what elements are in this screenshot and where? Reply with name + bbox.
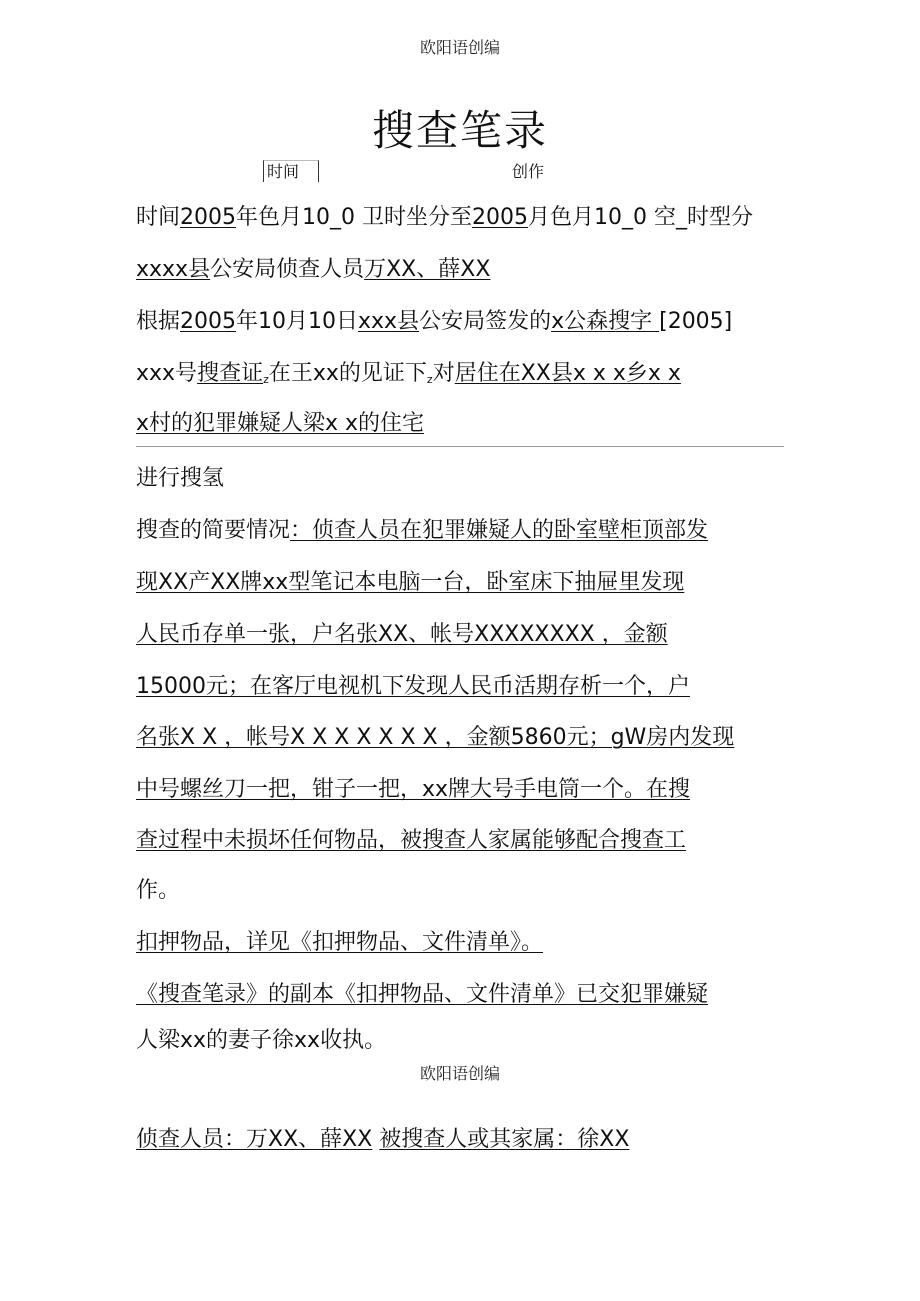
text-run: 15000元；在客厅电视机下发现人民币活期存析一个，户 bbox=[136, 674, 690, 699]
body-line bbox=[136, 672, 690, 702]
body-line bbox=[136, 1026, 386, 1056]
page-header: 欧阳语创编 bbox=[419, 38, 500, 57]
text-run: 中号螺丝刀一把，钳子一把，xx牌大号手电筒一个。在搜 bbox=[136, 777, 691, 802]
body-line bbox=[136, 1125, 629, 1155]
text-run: 进行搜氢 bbox=[136, 466, 225, 491]
text-run: 年色月10_0 卫时坐分至 bbox=[236, 205, 473, 230]
text-run: [2005] bbox=[659, 309, 733, 334]
text-run: 名张X X ，帐号X X X X X X X ，金额5860元；gW房内发现 bbox=[136, 725, 735, 750]
document-title: 搜查笔录 bbox=[371, 106, 548, 155]
body-line bbox=[136, 620, 668, 650]
body-line bbox=[136, 203, 753, 233]
text-run: 时间 bbox=[136, 205, 181, 230]
text-run: 月色月10_0 空_时型分 bbox=[528, 205, 754, 230]
text-run: 搜查的简要情况 bbox=[136, 518, 291, 543]
body-line bbox=[136, 409, 424, 439]
text-run: 2005 bbox=[180, 205, 237, 230]
text-run: 现XX产XX牌xx型笔记本电脑一台，卧室床下抽屉里发现 bbox=[136, 570, 685, 595]
body-line bbox=[136, 775, 690, 805]
text-run: z bbox=[426, 373, 433, 386]
body-line bbox=[136, 980, 708, 1010]
text-run: 根据 bbox=[136, 309, 181, 334]
text-run: 人民币存单一张，户名张XX、帐号XXXXXXXX ，金额 bbox=[136, 622, 668, 647]
text-run: ：侦查人员在犯罪嫌疑人的卧室壁柜顶部发 bbox=[290, 518, 709, 543]
text-run: 侦查人员：万XX、薛XX bbox=[136, 1127, 373, 1152]
text-run: 对 bbox=[432, 361, 455, 386]
body-line bbox=[136, 826, 686, 856]
body-line bbox=[136, 255, 490, 285]
create-label: 创作 bbox=[512, 162, 545, 181]
text-run: 万XX、薛XX bbox=[364, 257, 491, 282]
divider-line bbox=[136, 446, 784, 447]
text-run: 查过程中未损坏任何物品，被搜查人家属能够配合搜查工 bbox=[136, 828, 687, 853]
body-line bbox=[136, 876, 180, 906]
body-line bbox=[136, 307, 732, 337]
text-run: 在王xx的见证下 bbox=[268, 361, 427, 386]
text-run: z bbox=[263, 373, 269, 386]
text-run: 公安局签发的 bbox=[419, 309, 552, 334]
text-run: x村的犯罪嫌疑人梁x x的住宅 bbox=[136, 411, 425, 436]
text-run: xxx县 bbox=[358, 309, 420, 334]
page-footer: 欧阳语创编 bbox=[419, 1064, 500, 1083]
text-run: 人梁xx的妻子徐xx收执。 bbox=[136, 1028, 387, 1053]
text-run: 作。 bbox=[136, 878, 181, 903]
body-line bbox=[136, 464, 224, 494]
body-line bbox=[136, 359, 681, 395]
text-run: 年10月10日 bbox=[236, 309, 359, 334]
text-run: 2005 bbox=[180, 309, 237, 334]
body-line bbox=[136, 516, 708, 546]
time-label-box: 时间 bbox=[263, 160, 319, 182]
text-run: 公安局侦查人员 bbox=[210, 257, 365, 282]
text-run: 2005 bbox=[472, 205, 529, 230]
text-run: x公森搜字 bbox=[551, 309, 660, 334]
text-run: xxxx县 bbox=[136, 257, 211, 282]
body-line bbox=[136, 568, 684, 598]
text-run: 《搜查笔录》的副本《扣押物品、文件清单》已交犯罪嫌疑 bbox=[136, 982, 709, 1007]
text-run: 被搜查人或其家属：徐XX bbox=[379, 1127, 630, 1152]
body-line bbox=[136, 928, 543, 958]
text-run: xxx号 bbox=[136, 361, 198, 386]
text-run: 扣押物品，详见《扣押物品、文件清单》。 bbox=[136, 930, 544, 955]
body-line bbox=[136, 723, 734, 753]
text-run: 搜查证 bbox=[197, 361, 264, 386]
text-run: 居住在XX县x x x乡x x bbox=[454, 361, 681, 386]
